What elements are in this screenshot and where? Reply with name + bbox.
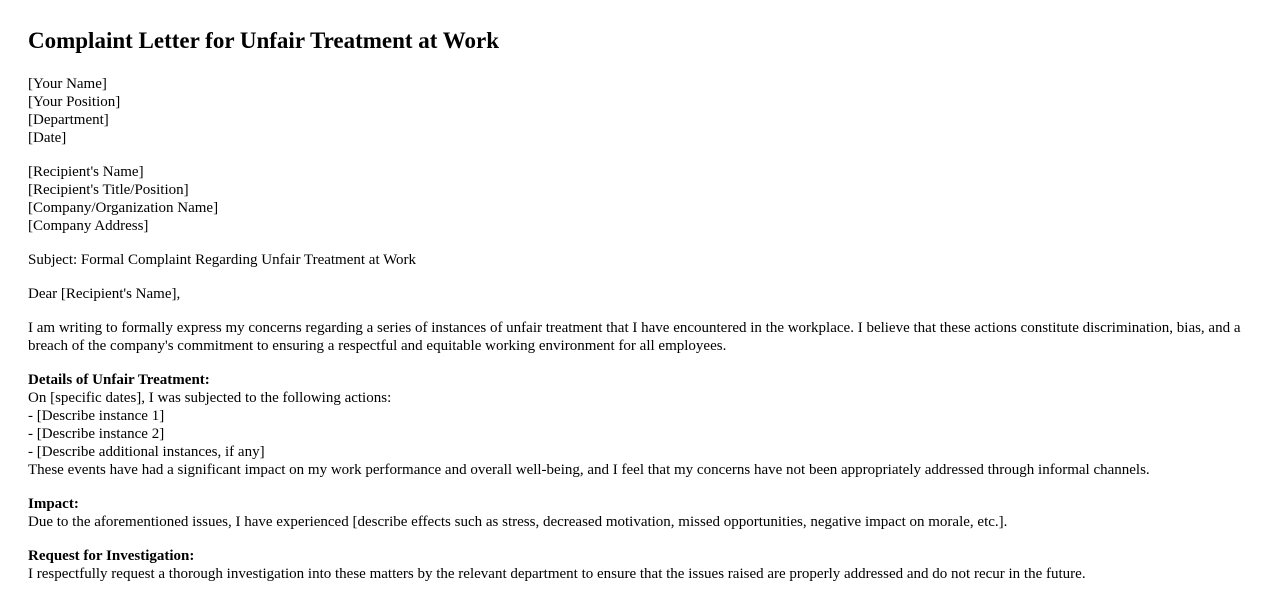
investigation-text: I respectfully request a thorough investigation into these matters by the relevant department to ensure that the issues raised are properly addressed and do not recur in the future. <box>28 566 1086 582</box>
details-item: - [Describe instance 1] <box>28 408 165 424</box>
sender-date: [Date] <box>28 130 67 146</box>
recipient-address: [Company Address] <box>28 218 149 234</box>
salutation: Dear [Recipient's Name], <box>28 286 181 302</box>
details-item: - [Describe instance 2] <box>28 426 165 442</box>
letter-title: Complaint Letter for Unfair Treatment at Work <box>28 28 500 53</box>
impact-section <box>28 495 1258 531</box>
sender-department: [Department] <box>28 112 109 128</box>
details-lead: On [specific dates], I was subjected to the following actions: <box>28 390 392 406</box>
sender-position: [Your Position] <box>28 94 121 110</box>
intro-paragraph: I am writing to formally express my concerns regarding a series of instances of unfair treatment that I have encountered in the workplace. I believe that these actions constitute discrimination, bias, and a breach of the company's commitment to ensuring a respectful and equitable working environment for all employees. <box>28 320 1241 354</box>
recipient-block <box>28 163 1258 235</box>
recipient-company: [Company/Organization Name] <box>28 200 219 216</box>
investigation-heading: Request for Investigation: <box>28 548 195 564</box>
letter-page <box>28 0 1258 599</box>
details-heading: Details of Unfair Treatment: <box>28 372 210 388</box>
sender-name: [Your Name] <box>28 76 107 92</box>
details-closing: These events have had a significant impact on my work performance and overall well-being, and I feel that my concerns have not been appropriately addressed through informal channels. <box>28 462 1150 478</box>
recipient-title: [Recipient's Title/Position] <box>28 182 189 198</box>
impact-text: Due to the aforementioned issues, I have experienced [describe effects such as stress, decreased motivation, missed opportunities, negative impact on morale, etc.]. <box>28 514 1008 530</box>
subject-line: Subject: Formal Complaint Regarding Unfair Treatment at Work <box>28 252 417 268</box>
impact-heading: Impact: <box>28 496 79 512</box>
details-item: - [Describe additional instances, if any] <box>28 444 265 460</box>
sender-block <box>28 75 1258 147</box>
details-section <box>28 371 1258 479</box>
investigation-section <box>28 547 1258 583</box>
recipient-name: [Recipient's Name] <box>28 164 144 180</box>
